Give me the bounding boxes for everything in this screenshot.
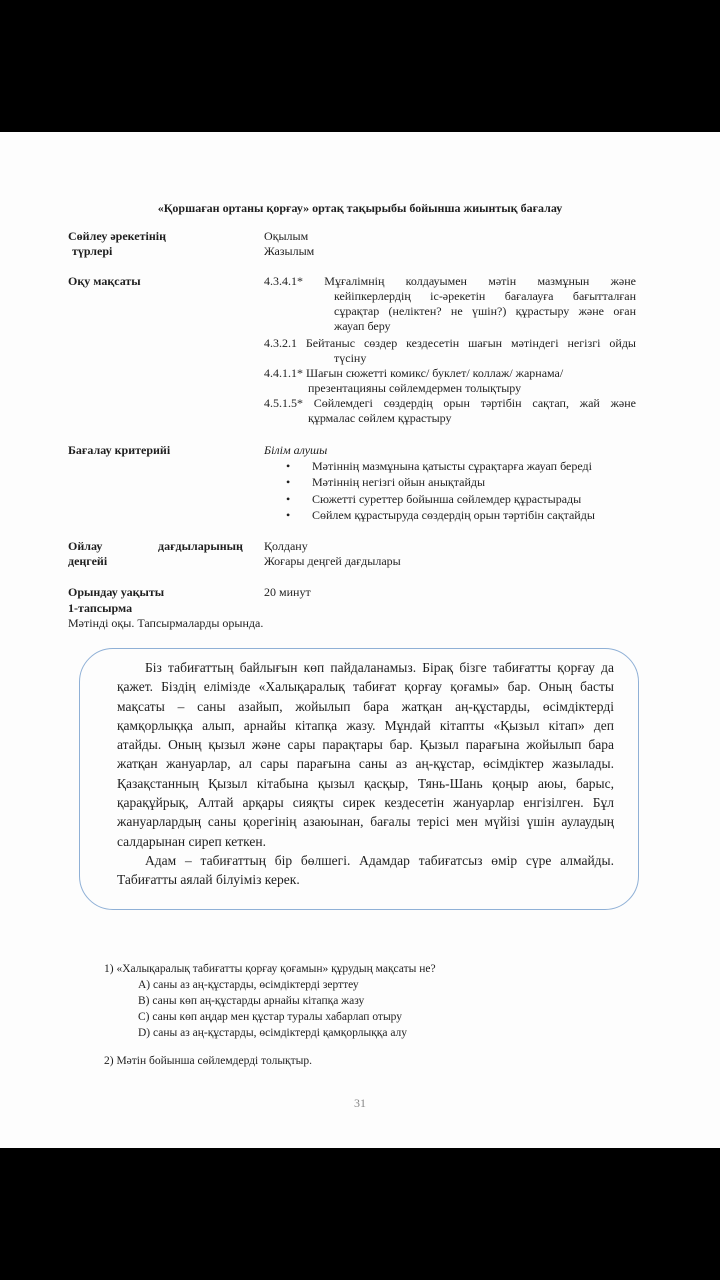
passage-line: Қазақстанның Қызыл кітабына қызыл қасқыр, Тянь-Шань қоңыр аюы, барыс, <box>117 775 614 791</box>
passage-line: жануарлардың саны қорегінің азаюынан, бағалы терісі мен мүйізі үшін аулаудың <box>117 814 614 830</box>
criteria-item: • Мәтіннің негізгі ойын анықтайды <box>286 474 595 490</box>
question-1: 1) «Халықаралық табиғатты қорғау қоғамын» құрудың мақсаты не? <box>104 963 436 975</box>
speech-label-line: Сөйлеу әрекетінің <box>68 229 166 243</box>
thinking-label-2: дағдыларының <box>158 539 243 553</box>
goal-line: презентацияны сөйлемдермен толықтыру <box>308 381 522 395</box>
document-page <box>0 132 720 1148</box>
goal-line: құрмалас сөйлем құрастыру <box>308 411 452 425</box>
passage-line: Біз табиғаттың байлығын көп пайдаланамыз. Бірақ бізге табиғатты қорғау да <box>145 660 614 675</box>
passage-line: қамқорлыққа алып, арнайы кітапқа жазу. Мұндай кітапты «Қызыл кітап» деп <box>117 717 614 733</box>
goal-line: сұрақтар (неліктен? не үшін?) құрастыру және оған <box>334 304 636 318</box>
goal-line: түсіну <box>334 351 367 365</box>
criteria-list <box>286 458 595 523</box>
passage-line: Табиғатты аялай білуіміз керек. <box>117 872 300 888</box>
thinking-label-1: Ойлау <box>68 539 103 553</box>
criteria-intro: Білім алушы <box>264 443 328 457</box>
passage-line: қарақұйрық, Алтай арқары сияқты сирек кездесетін жануарлар енгізілген. Бұл <box>117 795 614 811</box>
criteria-item: • Мәтіннің мазмұнына қатысты сұрақтарға жауап береді <box>286 458 595 474</box>
passage-line: атайды. Оның қызыл және сары парақтары бар. Қызыл парағына жойылып бара <box>117 737 614 753</box>
question-1-options <box>138 977 407 1041</box>
criteria-item: • Сөйлем құрастыруда сөздердің орын тәртібін сақтайды <box>286 507 595 523</box>
goal-line: кейіпкерлердің іс-әрекетін бағалауға бағытталған <box>334 289 636 303</box>
time-value: 20 минут <box>264 585 311 599</box>
passage-line: қажет. Біздің елімізде «Халықаралық табиғат қорғау қоғамы» бар. Оның басты <box>117 679 614 695</box>
passage-line: салдарынан сиреп кеткен. <box>117 833 266 849</box>
goal-line: 4.5.1.5* Сөйлемдегі сөздердің орын тәртібін сақтап, жай және <box>264 396 636 410</box>
thinking-value: Жоғары деңгей дағдылары <box>264 554 401 568</box>
goal-line: 4.3.2.1 Бейтаныс сөздер кездесетін шағын мәтіндегі негізгі ойды <box>264 336 636 350</box>
speech-label-line: түрлері <box>72 244 113 258</box>
passage-line: Адам – табиғаттың бір бөлшегі. Адамдар табиғатсыз өмір сүре алмайды. <box>145 852 614 868</box>
speech-label <box>68 229 166 259</box>
option-c: C) саны көп аңдар мен құстар туралы хабарлап отыру <box>138 1011 403 1023</box>
option-a: A) саны аз аң-құстарды, өсімдіктерді зерттеу <box>138 979 359 991</box>
page-number: 31 <box>354 1096 366 1110</box>
goal-line: 4.4.1.1* Шағын сюжетті комикс/ буклет/ коллаж/ жарнама/ <box>264 366 564 380</box>
passage-text <box>117 658 614 890</box>
question-2: 2) Мәтін бойынша сөйлемдерді толықтыр. <box>104 1055 313 1067</box>
option-d: D) саны аз аң-құстарды, өсімдіктерді қамқорлыққа алу <box>138 1027 408 1039</box>
speech-value: Жазылым <box>264 244 315 258</box>
goals-label: Оқу мақсаты <box>68 274 141 288</box>
thinking-value: Қолдану <box>264 539 308 553</box>
time-label: Орындау уақыты <box>68 585 165 599</box>
speech-value: Оқылым <box>264 229 309 243</box>
option-b: B) саны көп аң-құстарды арнайы кітапқа жазу <box>138 995 365 1007</box>
criteria-label: Бағалау критерийі <box>68 443 171 457</box>
criteria-item: • Сюжетті суреттер бойынша сөйлемдер құрастырады <box>286 491 595 507</box>
goal-line: 4.3.4.1* Мұғалімнің колдауымен мәтін мазмұнын және <box>264 274 636 288</box>
task-instruction: Мәтінді оқы. Тапсырмаларды орында. <box>68 616 264 630</box>
goal-line: жауап беру <box>334 319 391 333</box>
speech-values <box>264 229 314 259</box>
passage-line: мақсаты – саны азайып, жойылып бара жатқан аң-құстарды, өсімдіктерді <box>117 698 614 714</box>
task-heading: 1-тапсырма <box>68 601 133 615</box>
goals-list <box>264 274 636 426</box>
page-title: «Қоршаған ортаны қорғау» ортақ тақырыбы бойынша жиынтық бағалау <box>157 201 563 215</box>
thinking-values <box>264 539 401 569</box>
passage-line: жатқан жануарлар, ал сары парағына саны аз аң-құстар, өсімдіктер жазылады. <box>117 756 614 772</box>
thinking-label-3: деңгейі <box>68 554 108 568</box>
